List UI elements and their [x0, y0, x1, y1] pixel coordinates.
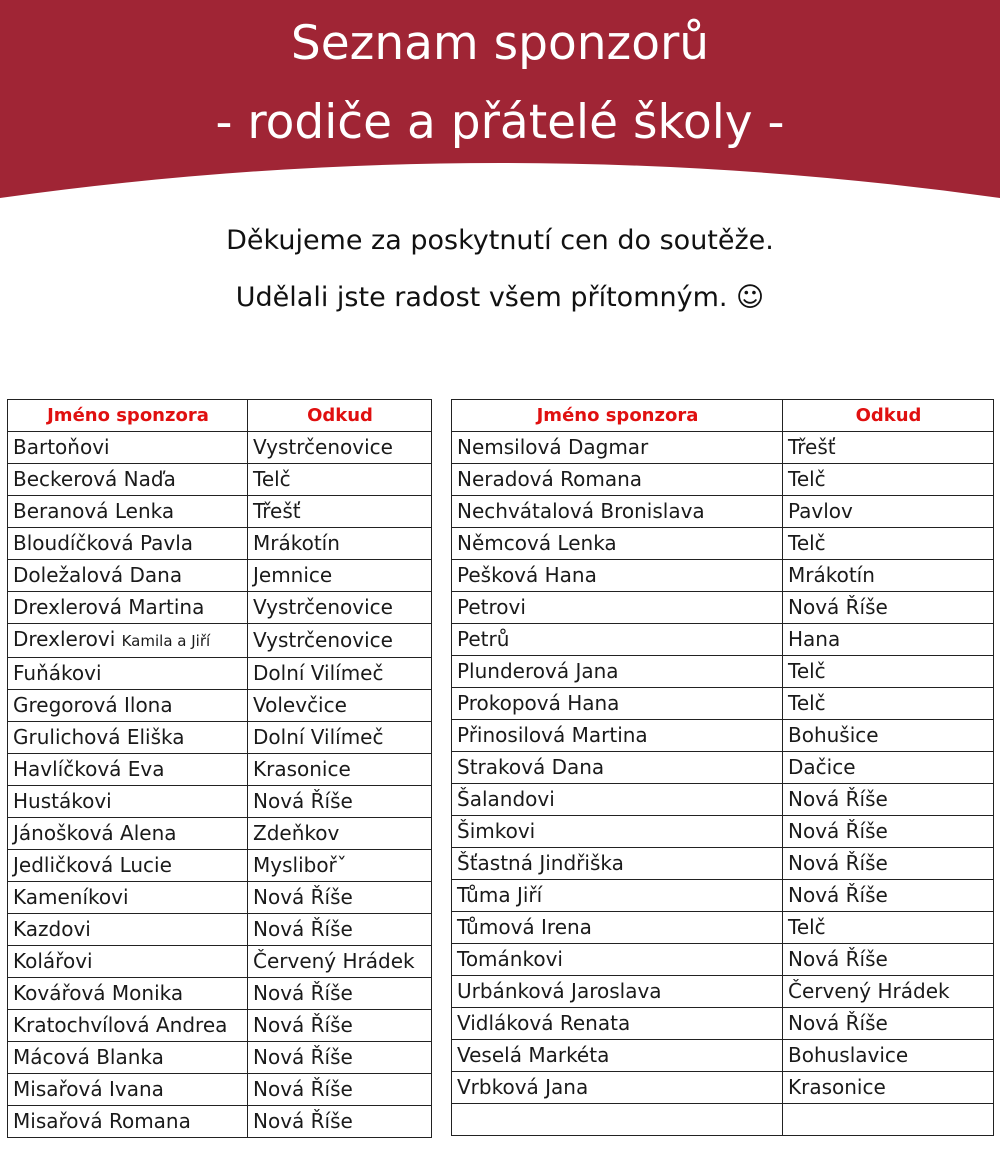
sponsor-name-cell	[8, 722, 248, 754]
sponsor-name-cell	[452, 816, 783, 848]
table-row	[452, 592, 994, 624]
sponsor-origin: Bohuslavice	[788, 1043, 909, 1067]
table-row	[452, 976, 994, 1008]
sponsor-origin: Dolní Vilímeč	[253, 725, 384, 749]
sponsor-origin: Nová Říše	[253, 789, 353, 813]
sponsor-name: Tůma Jiří	[457, 883, 543, 907]
sponsor-origin-cell	[248, 914, 432, 946]
sponsor-name: Straková Dana	[457, 755, 605, 779]
sponsor-name-cell	[452, 720, 783, 752]
sponsor-origin: Nová Říše	[788, 1011, 888, 1035]
page-title-line1: Seznam sponzorů	[290, 16, 710, 71]
sponsor-name-cell	[452, 560, 783, 592]
sponsor-origin: Mrákotín	[788, 563, 875, 587]
sponsor-name-cell	[452, 464, 783, 496]
sponsor-name: Šťastná Jindřiška	[457, 851, 624, 875]
table-row	[8, 978, 432, 1010]
sponsor-origin: Třešť	[253, 499, 301, 523]
sponsor-name-cell	[452, 528, 783, 560]
sponsor-origin-cell	[783, 784, 994, 816]
sponsor-name-cell	[452, 1104, 783, 1136]
sponsor-origin: Nová Říše	[788, 947, 888, 971]
sponsor-name-cell	[452, 1040, 783, 1072]
table-row	[8, 786, 432, 818]
sponsor-name-cell	[8, 914, 248, 946]
sponsor-name-cell	[452, 496, 783, 528]
sponsor-origin-cell	[248, 1106, 432, 1138]
sponsor-name: Kolářovi	[13, 949, 93, 973]
sponsor-origin: Nová Říše	[788, 883, 888, 907]
sponsor-name: Doležalová Dana	[13, 563, 183, 587]
table-row	[452, 528, 994, 560]
sponsor-origin: Třešť	[788, 435, 836, 459]
table-row	[452, 1008, 994, 1040]
sponsor-origin-cell	[783, 816, 994, 848]
sponsor-origin-cell	[783, 624, 994, 656]
sponsor-name-cell	[452, 432, 783, 464]
sponsor-name-cell	[452, 944, 783, 976]
table-row	[8, 914, 432, 946]
sponsor-name: Kovářová Monika	[13, 981, 184, 1005]
sponsor-origin: Nová Říše	[253, 1045, 353, 1069]
table-row	[8, 464, 432, 496]
thanks-message-line2: Udělali jste radost všem přítomným. ☺	[235, 282, 765, 313]
sponsor-name-cell	[452, 752, 783, 784]
sponsor-origin-cell	[248, 850, 432, 882]
sponsor-name: Petrů	[457, 627, 510, 651]
sponsor-name-cell	[8, 850, 248, 882]
sponsor-origin-cell	[783, 656, 994, 688]
sponsor-name: Vidláková Renata	[457, 1011, 631, 1035]
sponsor-origin: Telč	[788, 659, 826, 683]
table-row	[8, 722, 432, 754]
sponsor-name: Grulichová Eliška	[13, 725, 185, 749]
sponsor-name-cell	[452, 688, 783, 720]
table-row	[452, 688, 994, 720]
sponsor-origin: Telč	[788, 467, 826, 491]
sponsor-origin-cell	[783, 1040, 994, 1072]
table-row	[8, 882, 432, 914]
sponsor-origin-cell	[248, 432, 432, 464]
sponsor-name-cell	[8, 624, 248, 658]
sponsor-origin-cell	[783, 464, 994, 496]
table-row	[452, 784, 994, 816]
sponsor-name-cell	[8, 978, 248, 1010]
sponsor-name-cell	[8, 754, 248, 786]
sponsor-origin-cell	[248, 496, 432, 528]
table-row	[8, 658, 432, 690]
sponsor-name-cell	[452, 1008, 783, 1040]
sponsor-name: Němcová Lenka	[457, 531, 617, 555]
sponsor-origin-cell	[248, 690, 432, 722]
sponsor-name: Pešková Hana	[457, 563, 597, 587]
sponsor-name: Hustákovi	[13, 789, 112, 813]
sponsor-name: Tůmová Irena	[457, 915, 592, 939]
sponsor-name: Beranová Lenka	[13, 499, 175, 523]
sponsor-name: Jedličková Lucie	[13, 853, 172, 877]
sponsor-origin: Nová Říše	[788, 819, 888, 843]
table-row	[8, 560, 432, 592]
sponsor-name: Veselá Markéta	[457, 1043, 610, 1067]
sponsor-origin-cell	[248, 464, 432, 496]
sponsor-origin: Hana	[788, 627, 841, 651]
sponsor-origin: Vystrčenovice	[253, 435, 393, 459]
sponsor-origin: Telč	[253, 467, 291, 491]
sponsor-origin-cell	[783, 1104, 994, 1136]
table-row	[452, 1104, 994, 1136]
sponsor-origin: Vystrčenovice	[253, 628, 393, 652]
sponsor-name: Plunderová Jana	[457, 659, 619, 683]
sponsor-origin: Bohušice	[788, 723, 879, 747]
sponsor-name: Jánošková Alena	[13, 821, 177, 845]
sponsor-origin: Nová Říše	[788, 787, 888, 811]
sponsor-name: Přinosilová Martina	[457, 723, 648, 747]
sponsor-origin: Nová Říše	[788, 851, 888, 875]
sponsor-name-cell	[452, 784, 783, 816]
sponsor-origin-cell	[248, 560, 432, 592]
sponsor-origin: Telč	[788, 691, 826, 715]
sponsor-name-cell	[8, 882, 248, 914]
sponsor-name-cell	[8, 1042, 248, 1074]
sponsor-origin-cell	[248, 1074, 432, 1106]
sponsor-name: Urbánková Jaroslava	[457, 979, 662, 1003]
sponsor-origin: Nová Říše	[253, 885, 353, 909]
sponsor-name-cell	[452, 1072, 783, 1104]
sponsor-name: Nechvátalová Bronislava	[457, 499, 705, 523]
sponsor-origin-cell	[248, 722, 432, 754]
sponsor-origin-cell	[248, 882, 432, 914]
sponsor-name: Kazdovi	[13, 917, 91, 941]
sponsor-name-cell	[8, 690, 248, 722]
sponsor-name-cell	[8, 528, 248, 560]
table-row	[452, 656, 994, 688]
table-row	[452, 752, 994, 784]
sponsor-name: Šalandovi	[457, 787, 555, 811]
table-row	[452, 560, 994, 592]
sponsor-origin: Nová Říše	[253, 917, 353, 941]
sponsor-name-cell	[8, 786, 248, 818]
sponsor-origin: Nová Říše	[253, 981, 353, 1005]
sponsor-origin: Zdeňkov	[253, 821, 340, 845]
sponsor-name: Drexlerovi	[13, 627, 116, 651]
sponsor-name: Kameníkovi	[13, 885, 129, 909]
sponsor-origin-cell	[783, 592, 994, 624]
sponsor-origin-cell	[783, 976, 994, 1008]
table-row	[8, 818, 432, 850]
table-row	[452, 944, 994, 976]
sponsor-origin-cell	[248, 978, 432, 1010]
sponsor-origin: Volevčice	[253, 693, 347, 717]
page-title-line2: - rodiče a přátelé školy -	[215, 95, 785, 150]
table-row	[452, 1040, 994, 1072]
table-row	[8, 754, 432, 786]
sponsor-origin: Červený Hrádek	[788, 979, 950, 1003]
sponsor-origin-cell	[783, 1072, 994, 1104]
sponsor-origin-cell	[783, 720, 994, 752]
sponsor-name: Bartoňovi	[13, 435, 110, 459]
sponsor-name: Bloudíčková Pavla	[13, 531, 194, 555]
sponsor-origin: Vystrčenovice	[253, 595, 393, 619]
sponsor-origin-cell	[783, 848, 994, 880]
sponsor-name: Misařová Romana	[13, 1109, 191, 1133]
sponsor-name: Šimkovi	[457, 819, 536, 843]
table-row	[8, 946, 432, 978]
sponsor-origin-cell	[783, 528, 994, 560]
sponsor-name: Tománkovi	[457, 947, 563, 971]
sponsor-name-detail: Kamila a Jiří	[121, 632, 211, 650]
sponsor-table-right	[451, 399, 994, 1136]
sponsor-origin-cell	[783, 880, 994, 912]
table-row	[452, 720, 994, 752]
table-header-row	[8, 400, 432, 432]
table-row	[8, 1010, 432, 1042]
table-row	[8, 1042, 432, 1074]
table-row	[8, 850, 432, 882]
sponsor-name-cell	[8, 1074, 248, 1106]
table-row	[8, 624, 432, 658]
sponsor-name-cell	[452, 656, 783, 688]
sponsor-name-cell	[8, 432, 248, 464]
thanks-message-line1: Děkujeme za poskytnutí cen do soutěže.	[226, 225, 774, 256]
sponsor-origin-cell	[248, 786, 432, 818]
sponsor-origin-cell	[248, 592, 432, 624]
sponsor-name: Drexlerová Martina	[13, 595, 205, 619]
table-row	[8, 528, 432, 560]
sponsor-origin-cell	[783, 912, 994, 944]
sponsor-name: Kratochvílová Andrea	[13, 1013, 228, 1037]
sponsor-origin: Nová Říše	[253, 1077, 353, 1101]
sponsor-name: Misařová Ivana	[13, 1077, 164, 1101]
sponsor-origin: Červený Hrádek	[253, 949, 415, 973]
sponsor-name: Prokopová Hana	[457, 691, 620, 715]
table-row	[452, 912, 994, 944]
sponsor-name-cell	[8, 560, 248, 592]
sponsor-origin: Myslibořˇ	[253, 853, 347, 877]
sponsor-origin-cell	[783, 1008, 994, 1040]
table-row	[452, 1072, 994, 1104]
sponsor-name: Beckerová Naďa	[13, 467, 176, 491]
sponsor-name-cell	[452, 880, 783, 912]
sponsor-origin-cell	[783, 752, 994, 784]
table-row	[452, 464, 994, 496]
sponsor-origin-cell	[248, 1042, 432, 1074]
sponsor-name-cell	[8, 1010, 248, 1042]
sponsor-origin-cell	[248, 658, 432, 690]
sponsor-origin: Dolní Vilímeč	[253, 661, 384, 685]
sponsor-origin-cell	[248, 1010, 432, 1042]
table-row	[452, 880, 994, 912]
sponsor-origin: Jemnice	[253, 563, 333, 587]
sponsor-name-cell	[8, 496, 248, 528]
table-row	[8, 1106, 432, 1138]
table-row	[452, 624, 994, 656]
table-body-right	[452, 432, 994, 1136]
sponsor-origin: Nová Říše	[253, 1109, 353, 1133]
sponsor-name-cell	[8, 464, 248, 496]
sponsor-name-cell	[8, 818, 248, 850]
sponsor-name-cell	[452, 848, 783, 880]
column-header-name: Jméno sponzora	[8, 400, 248, 432]
table-body-left	[8, 432, 432, 1138]
sponsor-origin-cell	[783, 432, 994, 464]
column-header-from: Odkud	[248, 400, 432, 432]
table-row	[8, 496, 432, 528]
sponsor-origin-cell	[248, 946, 432, 978]
sponsor-name: Vrbková Jana	[457, 1075, 589, 1099]
sponsor-name: Mácová Blanka	[13, 1045, 164, 1069]
sponsor-origin: Telč	[788, 915, 826, 939]
table-row	[452, 816, 994, 848]
sponsor-name: Petrovi	[457, 595, 526, 619]
table-row	[452, 848, 994, 880]
sponsor-name-cell	[8, 592, 248, 624]
sponsor-origin: Dačice	[788, 755, 856, 779]
column-header-name: Jméno sponzora	[452, 400, 783, 432]
sponsor-origin: Krasonice	[788, 1075, 886, 1099]
sponsor-origin: Pavlov	[788, 499, 853, 523]
sponsor-name: Havlíčková Eva	[13, 757, 165, 781]
table-row	[8, 432, 432, 464]
sponsor-origin-cell	[248, 754, 432, 786]
sponsor-origin-cell	[783, 688, 994, 720]
sponsor-name-cell	[8, 1106, 248, 1138]
sponsor-origin-cell	[783, 944, 994, 976]
sponsor-origin: Telč	[788, 531, 826, 555]
table-row	[452, 496, 994, 528]
sponsor-origin-cell	[248, 528, 432, 560]
sponsor-name: Gregorová Ilona	[13, 693, 173, 717]
sponsor-name-cell	[452, 592, 783, 624]
table-row	[8, 592, 432, 624]
sponsor-table-left	[7, 399, 432, 1138]
sponsor-origin-cell	[248, 624, 432, 658]
sponsor-origin: Mrákotín	[253, 531, 340, 555]
table-row	[8, 1074, 432, 1106]
sponsor-origin-cell	[783, 496, 994, 528]
sponsor-origin: Krasonice	[253, 757, 351, 781]
table-row	[8, 690, 432, 722]
sponsor-name-cell	[8, 658, 248, 690]
table-header-row	[452, 400, 994, 432]
table-row	[452, 432, 994, 464]
sponsor-name: Neradová Romana	[457, 467, 643, 491]
sponsor-origin: Nová Říše	[788, 595, 888, 619]
sponsor-origin-cell	[248, 818, 432, 850]
sponsor-origin: Nová Říše	[253, 1013, 353, 1037]
sponsor-name-cell	[452, 976, 783, 1008]
column-header-from: Odkud	[783, 400, 994, 432]
sponsor-name-cell	[452, 912, 783, 944]
sponsor-name: Nemsilová Dagmar	[457, 435, 649, 459]
sponsor-name-cell	[452, 624, 783, 656]
sponsor-origin-cell	[783, 560, 994, 592]
sponsor-name: Fuňákovi	[13, 661, 102, 685]
sponsor-name-cell	[8, 946, 248, 978]
